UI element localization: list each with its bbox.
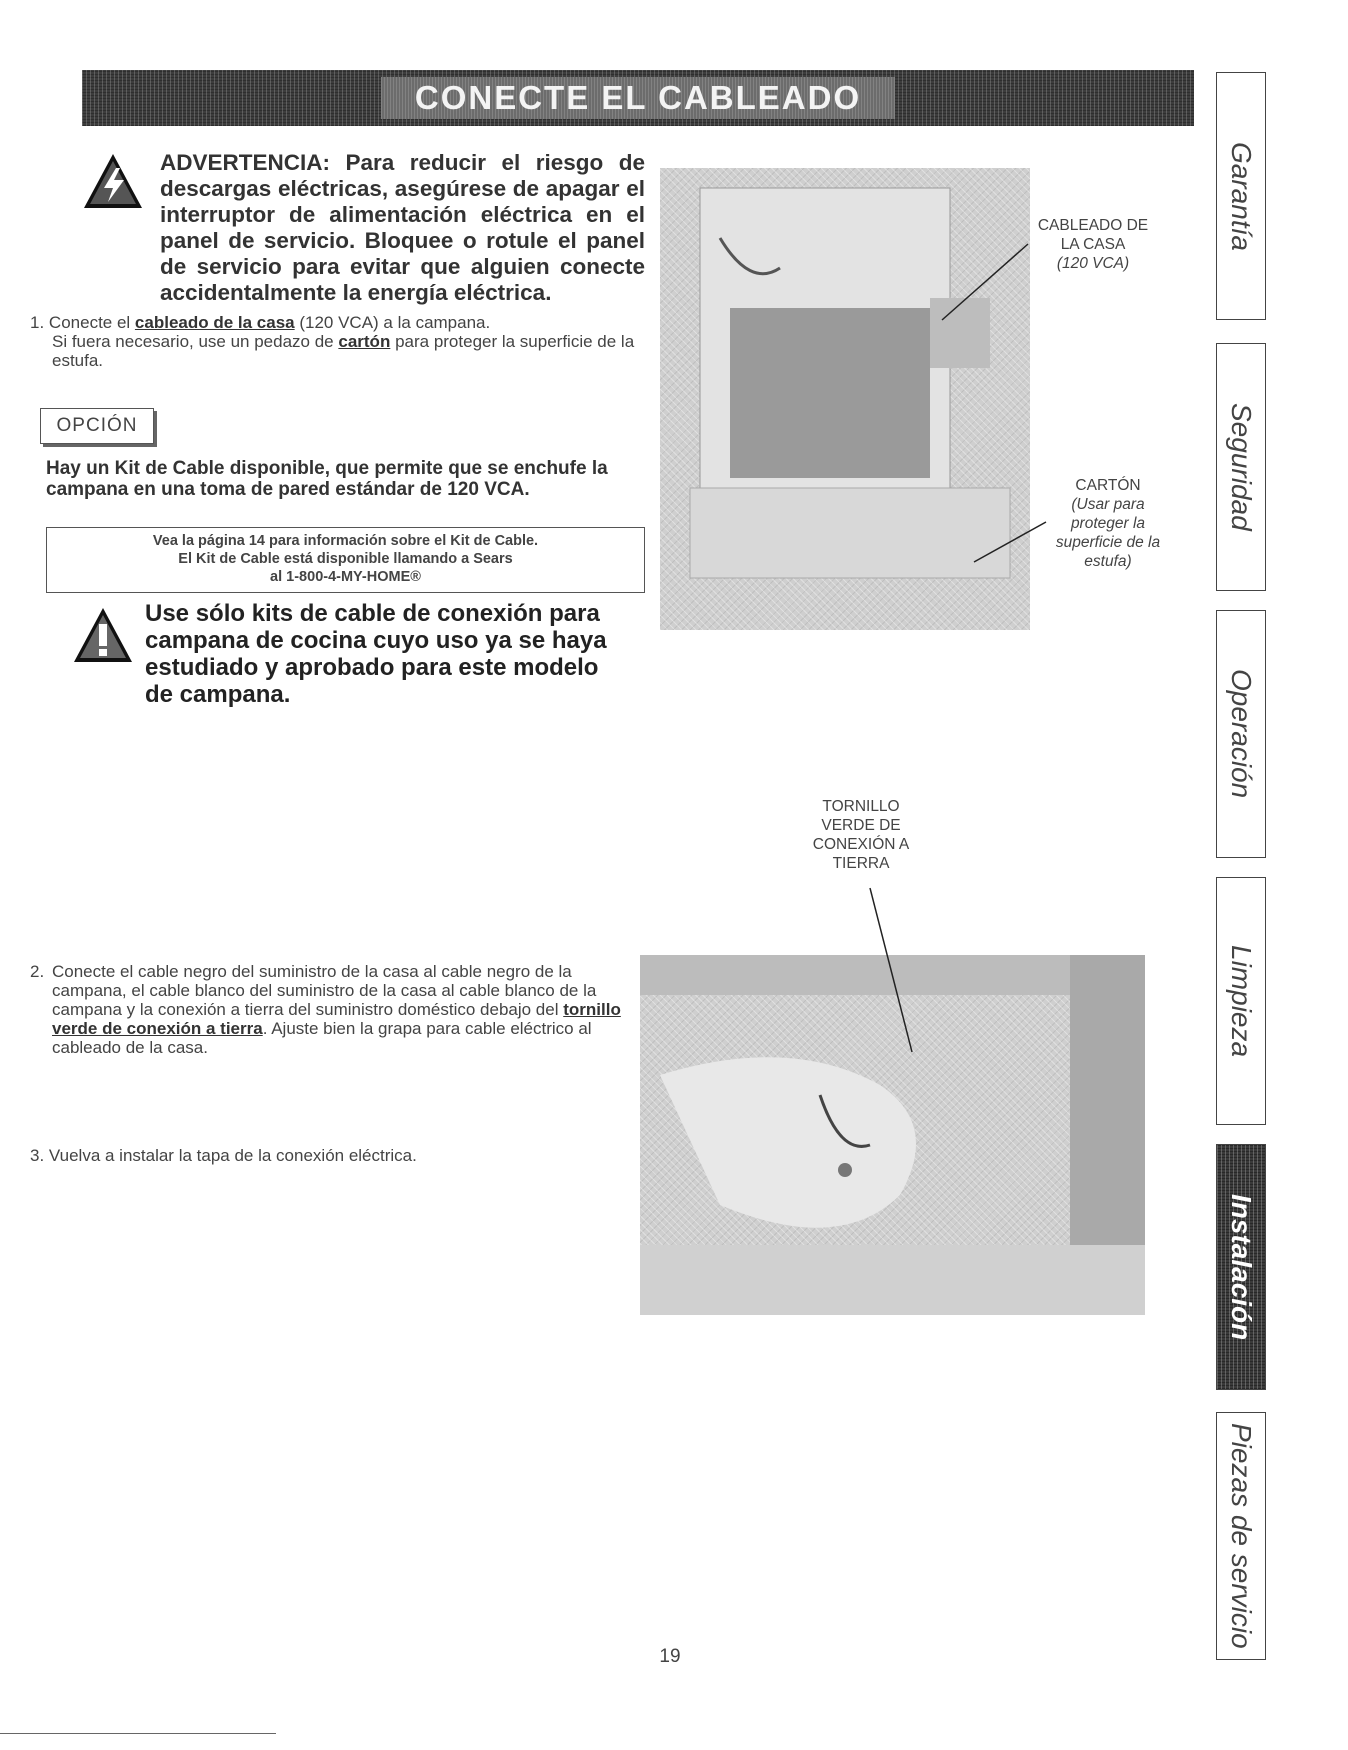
footer-rule — [0, 1733, 276, 1734]
callout-line: CONEXIÓN A — [812, 836, 910, 853]
tab-label: Seguridad — [1226, 403, 1257, 531]
page-number: 19 — [659, 1646, 681, 1667]
step-1-pre: Conecte el — [48, 313, 135, 332]
tab-label: Limpieza — [1226, 944, 1257, 1058]
tab-piezas-de-servicio[interactable] — [1216, 1412, 1266, 1660]
step-2-post: . Ajuste bien la grapa para cable eléctrico al cableado de la casa. — [52, 1019, 592, 1057]
step-3-text: Vuelva a instalar la tapa de la conexión eléctrica. — [48, 1146, 417, 1165]
tab-label: Instalación — [1226, 1193, 1257, 1341]
option-text: Hay un Kit de Cable disponible, que permite que se enchufe la campana en una toma de pared estándar de 120 VCA. — [46, 458, 608, 500]
callout-line: estufa) — [1084, 553, 1132, 570]
callout-line: CABLEADO DE — [1037, 217, 1149, 234]
step-1-number: 1. — [30, 313, 45, 332]
house-wiring-term: cableado de la casa — [134, 313, 295, 332]
callout-line: TIERRA — [832, 855, 890, 872]
tab-label: Piezas de servicio — [1226, 1423, 1257, 1649]
tab-garantia[interactable] — [1216, 72, 1266, 320]
green-ground-screw-callout — [786, 797, 936, 873]
tab-label: Operación — [1226, 669, 1257, 799]
step-3 — [30, 1146, 642, 1165]
tab-seguridad[interactable] — [1216, 343, 1266, 591]
step-2 — [30, 962, 642, 1057]
tab-instalacion[interactable] — [1216, 1144, 1266, 1390]
step-2-pre: Conecte el cable negro del suministro de la casa al cable negro de la campana, el cable blanco del suministro de la casa al cable blanco de la campana y la conexión a tierra del suministro doméstico debajo del — [52, 962, 597, 1019]
callout-line: VERDE DE — [821, 817, 901, 834]
callout-line: proteger la — [1070, 515, 1146, 532]
callout-line: CARTÓN — [1075, 477, 1141, 494]
tab-operacion[interactable] — [1216, 610, 1266, 858]
callout-line: TORNILLO — [822, 798, 900, 815]
callout-line: superficie de la — [1055, 534, 1161, 551]
tab-label: Garantía — [1226, 141, 1257, 251]
tab-limpieza[interactable] — [1216, 877, 1266, 1125]
cable-kit-info-box — [46, 527, 645, 593]
step-1-mid: (120 VCA) a la campana. — [294, 313, 491, 332]
info-line-3: al 1-800-4-MY-HOME® — [270, 569, 421, 585]
cardboard-callout — [1048, 476, 1168, 571]
green-ground-screw-term: tornillo verde de conexión a tierra — [52, 1000, 621, 1038]
cable-kit-warning-text: Use sólo kits de cable de conexión para campana de cocina cuyo uso ya se haya estudiado y aprobado para este modelo de campana. — [145, 600, 607, 708]
house-wiring-callout — [1018, 216, 1168, 273]
step-1-line2-pre: Si fuera necesario, use un pedazo de — [52, 332, 339, 351]
cardboard-term: cartón — [338, 332, 391, 351]
callout-line: (120 VCA) — [1056, 255, 1130, 272]
option-label-box: OPCIÓN — [40, 408, 154, 444]
info-line-1: Vea la página 14 para información sobre el Kit de Cable. — [152, 533, 539, 549]
electric-warning-text: ADVERTENCIA: Para reducir el riesgo de descargas eléctricas, asegúrese de apagar el interruptor de alimentación eléctrica en el panel de servicio. Bloquee o rotule el panel de servicio para evitar que alguien conecte accidentalmente la energía eléctrica. — [160, 150, 645, 305]
step-3-number: 3. — [30, 1146, 45, 1165]
step-1 — [30, 313, 642, 370]
callout-line: LA CASA — [1060, 236, 1126, 253]
section-title: CONECTE EL CABLEADO — [381, 77, 895, 119]
exclamation-warning-icon — [72, 606, 134, 669]
electric-shock-warning-icon — [82, 152, 144, 215]
cardboard-leader-line — [972, 518, 1052, 568]
callout-line: (Usar para — [1071, 496, 1145, 513]
section-header-banner — [82, 70, 1194, 126]
step-1-line2-post: para proteger la superficie de la estufa. — [52, 332, 635, 370]
step-2-number: 2. — [30, 962, 45, 981]
info-line-2: El Kit de Cable está disponible llamando a Sears — [178, 551, 513, 567]
ground-screw-leader-line — [860, 886, 920, 1056]
